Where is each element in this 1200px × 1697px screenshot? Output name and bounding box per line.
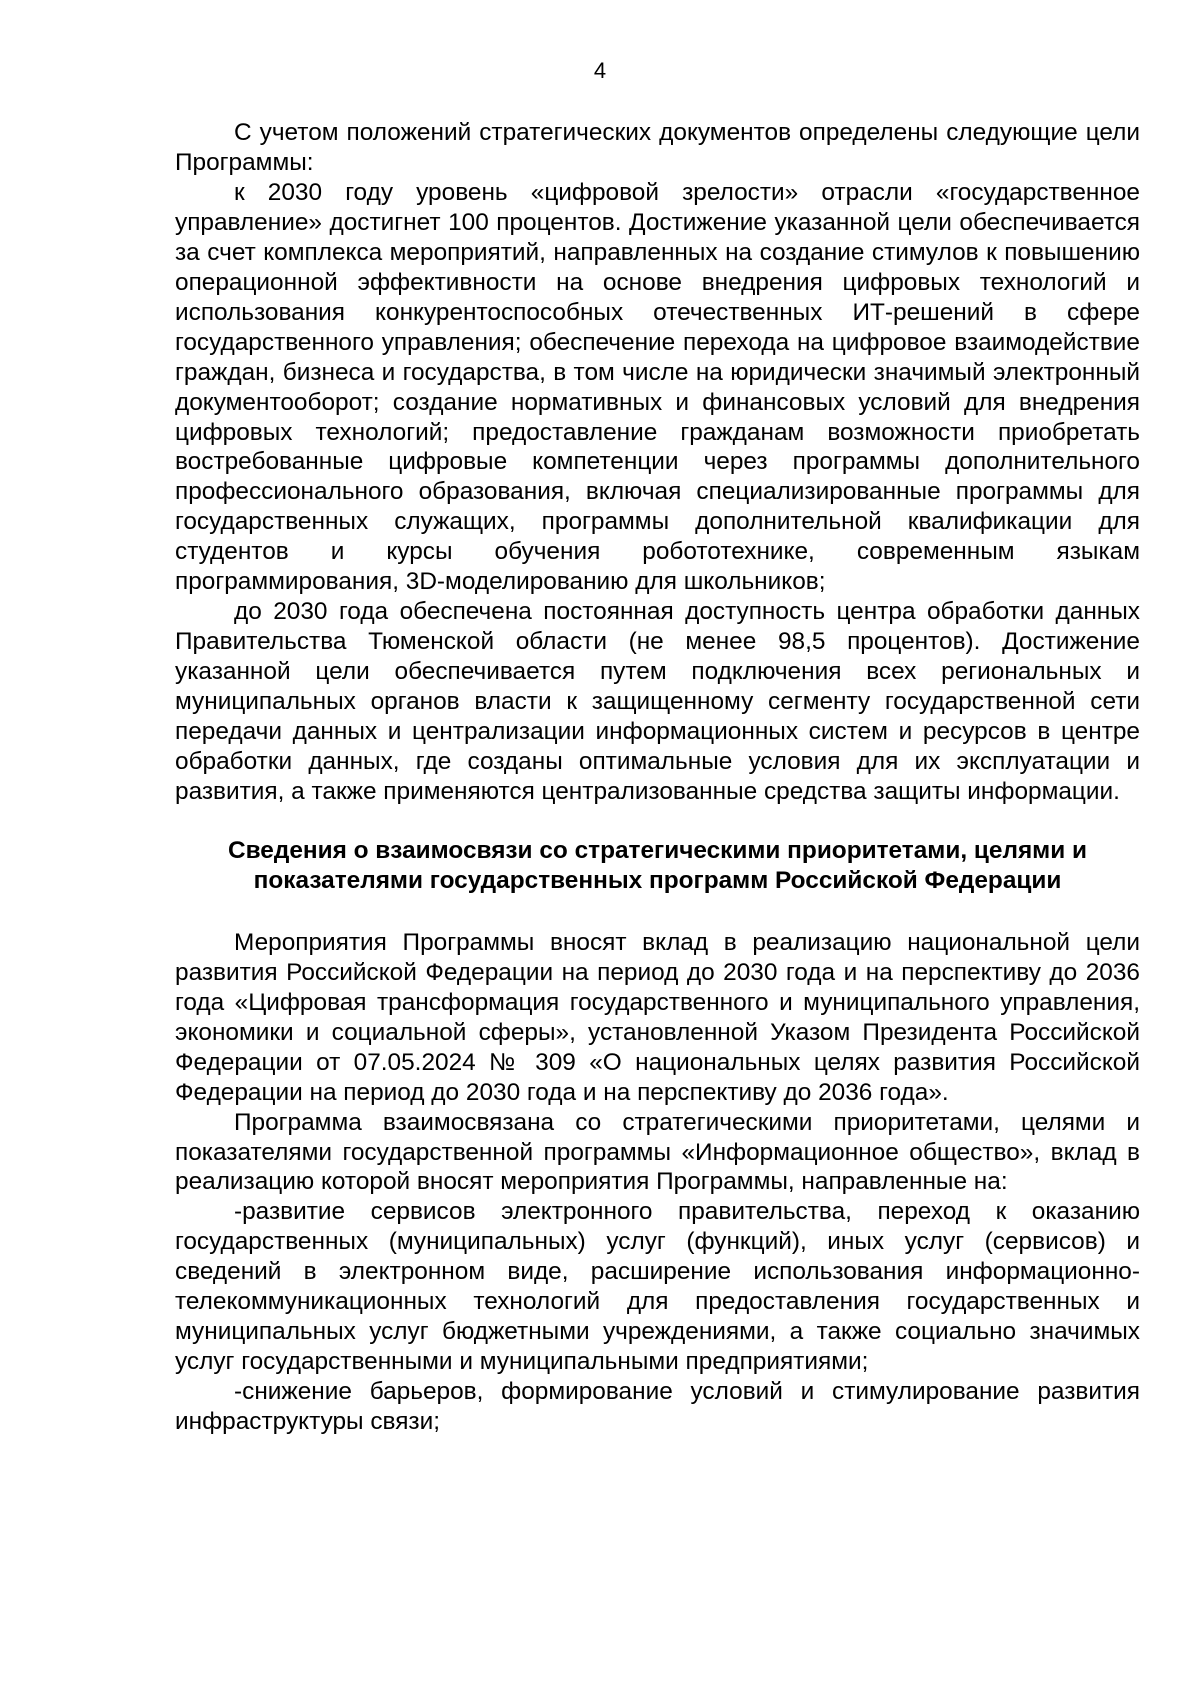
section-heading [175,836,1140,896]
section-heading-line-2: показателями государственных программ Российской Федерации [253,866,1062,894]
document-body [175,118,1140,1437]
page-number: 4 [593,58,607,83]
paragraph-program-goals-intro: С учетом положений стратегических документов определены следующие цели Программы: [175,119,1140,176]
paragraph-goal-digital-maturity: к 2030 году уровень «цифровой зрелости» отрасли «государственное управление» достигнет 100 процентов. Достижение указанной цели обеспечивается за счет комплекса мероприятий, направленных на создание стимулов к повышению операционной эффективности на основе внедрения цифровых технологий и использования конкурентоспособных отечественных ИТ-решений в сфере государственного управления; обеспечение перехода на цифровое взаимодействие граждан, бизнеса и государства, в том числе на юридически значимый электронный документооборот; создание нормативных и финансовых условий для внедрения цифровых технологий; предоставление гражданам возможности приобретать востребованные цифровые компетенции через программы дополнительного профессионального образования, включая специализированные программы для государственных служащих, программы дополнительной квалификации для студентов и курсы обучения робототехнике, современным языкам программирования, 3D-моделированию для школьников; [175,178,1140,596]
paragraph-national-goal: Мероприятия Программы вносят вклад в реализацию национальной цели развития Российской Федерации на период до 2030 года и на перспективу до 2036 года «Цифровая трансформация государственного и муниципального управления, экономики и социальной сферы», установленной Указом Президента Российской Федерации от 07.05.2024 № 309 «О национальных целях развития Российской Федерации на период до 2030 года и на перспективу до 2036 года». [175,928,1140,1106]
paragraph-state-program-link: Программа взаимосвязана со стратегическими приоритетами, целями и показателями государственной программы «Информационное общество», вклад в реализацию которой вносят мероприятия Программы, направленные на: [175,1108,1140,1196]
paragraph-goal-data-center: до 2030 года обеспечена постоянная доступность центра обработки данных Правительства Тюменской области (не менее 98,5 процентов). Достижение указанной цели обеспечивается путем подключения всех региональных и муниципальных органов власти к защищенному сегменту государственной сети передачи данных и централизации информационных систем и ресурсов в центре обработки данных, где созданы оптимальные условия для их эксплуатации и развития, а также применяются централизованные средства защиты информации. [175,598,1140,805]
section-heading-line-1: Сведения о взаимосвязи со стратегическими приоритетами, целями и [228,836,1087,864]
list-item-e-government: -развитие сервисов электронного правительства, переход к оказанию государственных (муниципальных) услуг (функций), иных услуг (сервисов) и сведений в электронном виде, расширение использования информационно-телекоммуникационных технологий для предоставления государственных и муниципальных услуг бюджетными учреждениями, а также социально значимых услуг государственными и муниципальными предприятиями; [175,1198,1140,1376]
list-item-infrastructure: -снижение барьеров, формирование условий и стимулирование развития инфраструктуры связи; [175,1378,1140,1436]
